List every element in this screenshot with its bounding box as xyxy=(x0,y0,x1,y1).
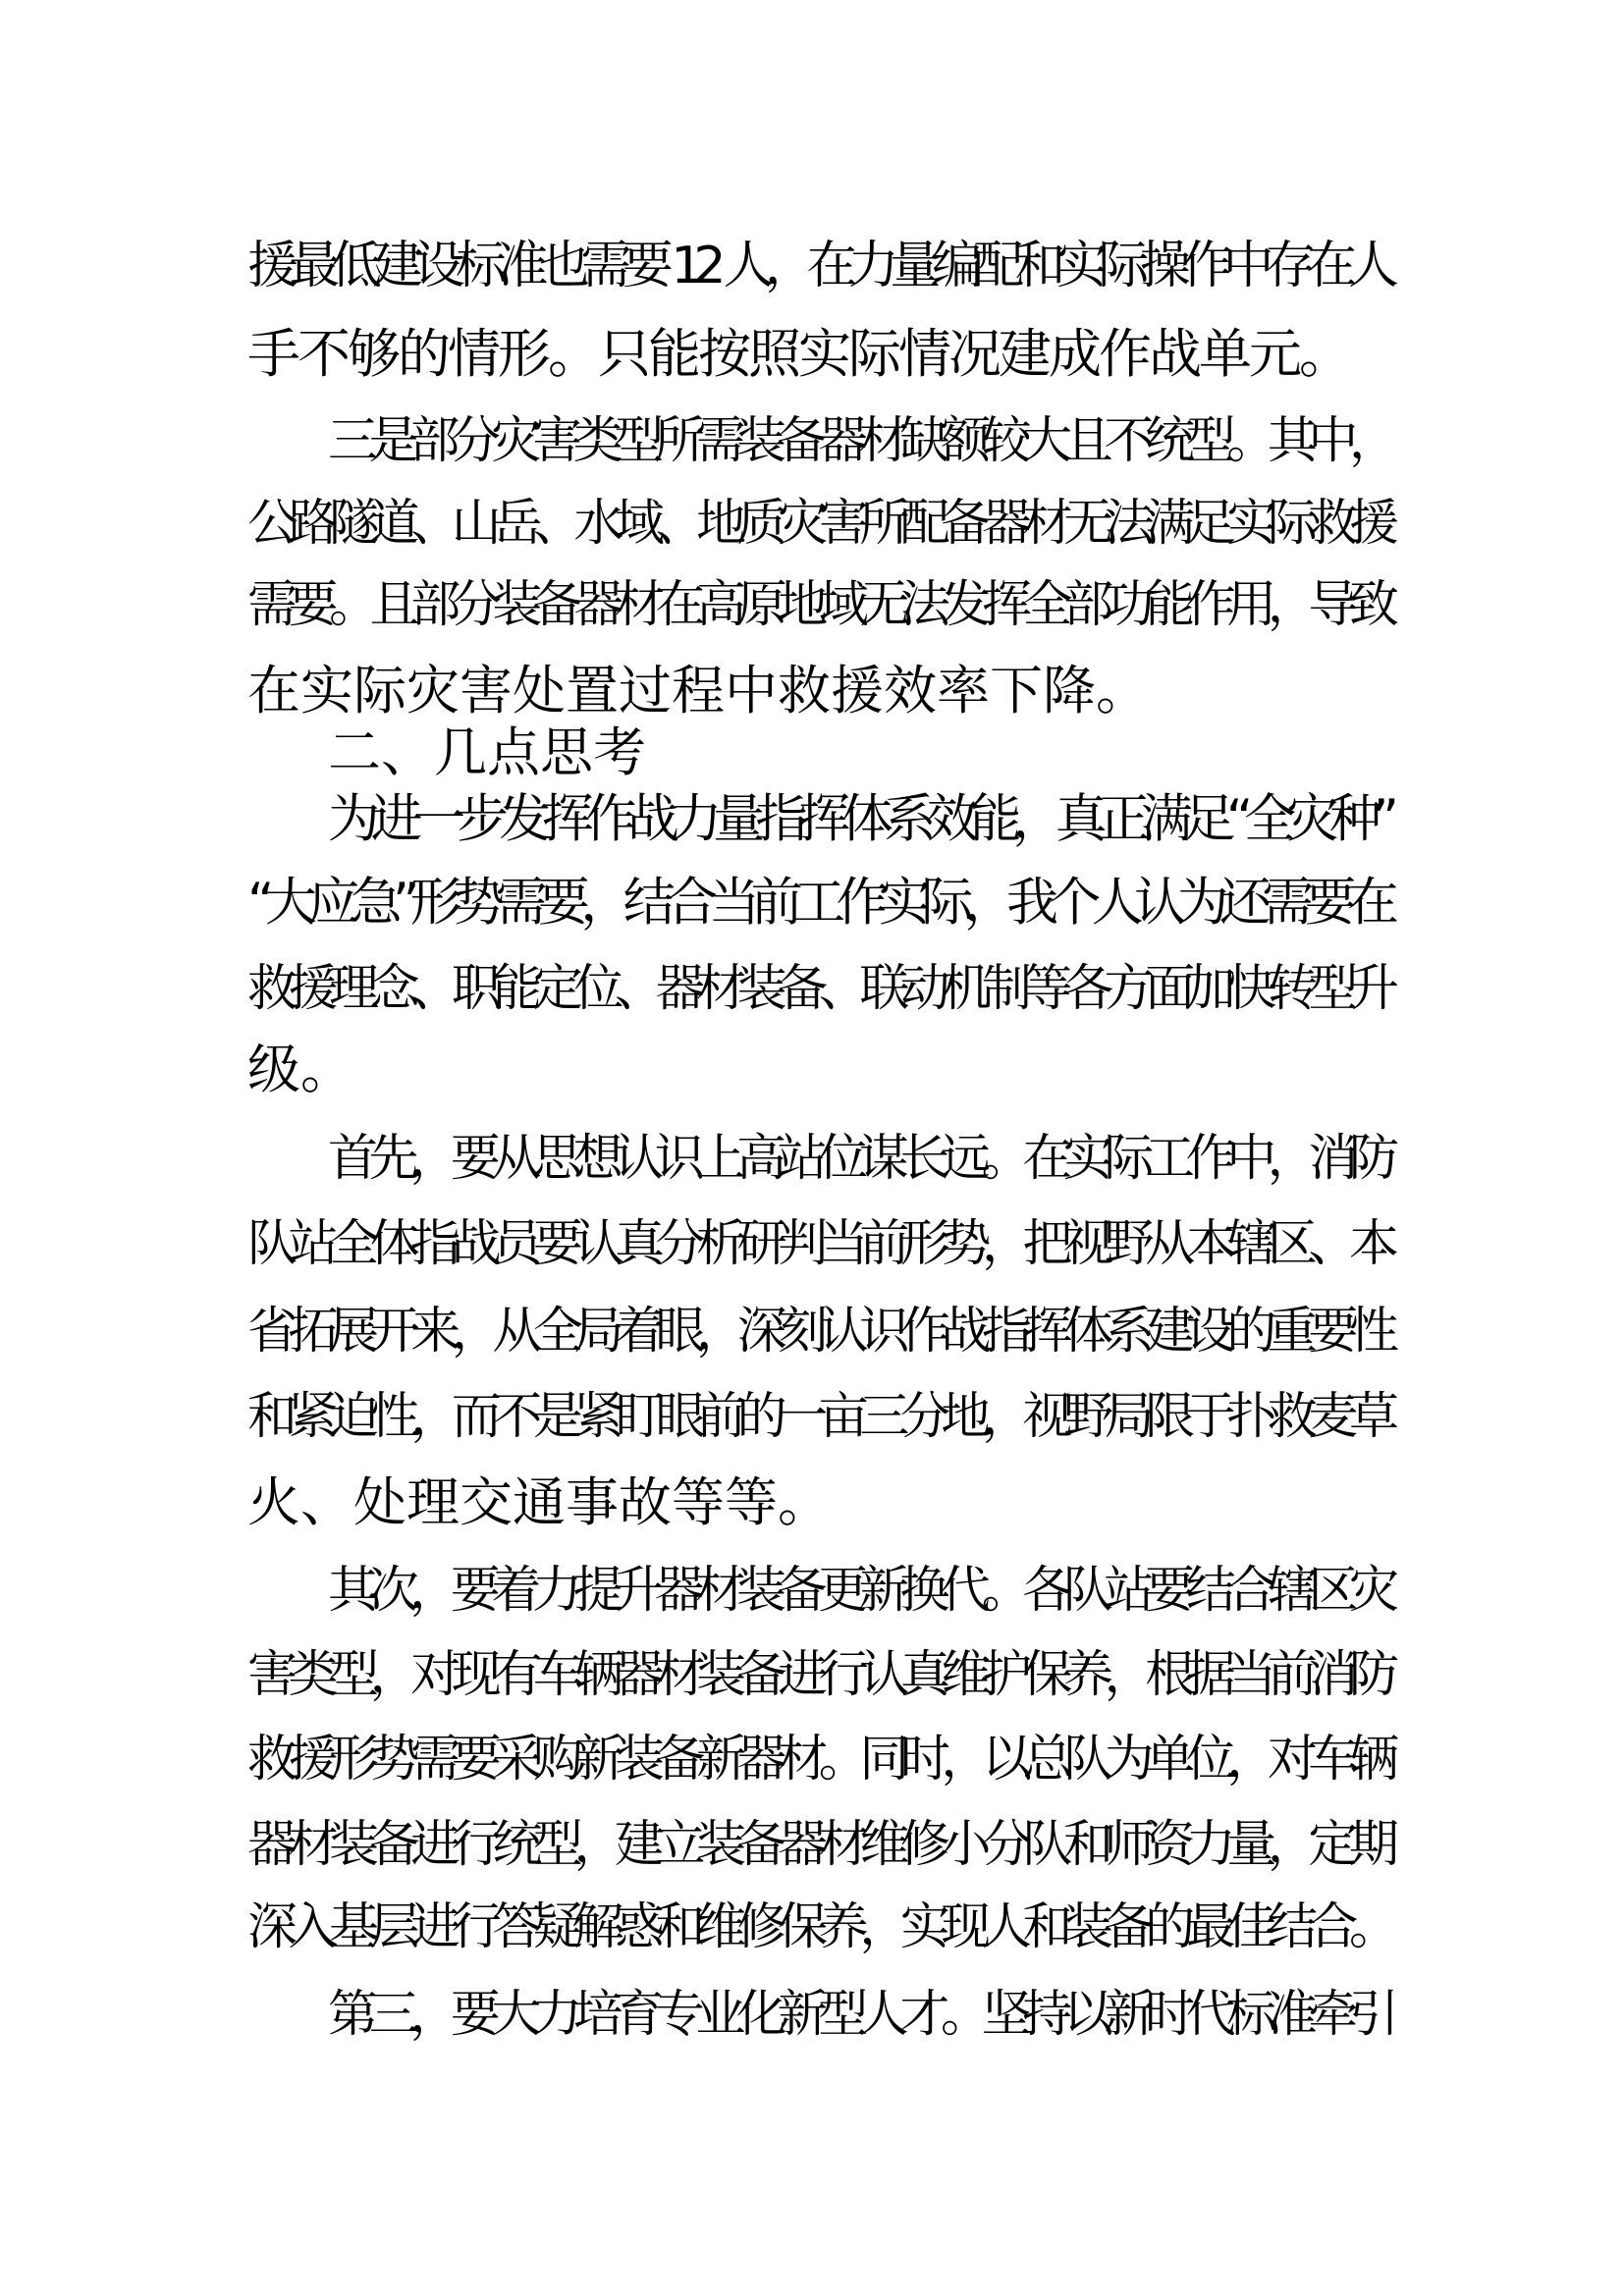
text-line: 省拓展开来，从全局着眼，深刻认识作战指挥体系建设的重要性 xyxy=(247,1303,1389,1361)
text-line: 首先，要从思想认识上高站位谋长远。在实际工作中，消防 xyxy=(328,1130,1389,1188)
text-line: 火、处理交通事故等等。 xyxy=(247,1471,831,1533)
text-line: 队站全体指战员要认真分析研判当前形势，把视野从本辖区、本 xyxy=(247,1215,1389,1273)
text-line: 救援理念、职能定位、器材装备、联动机制等各方面加快转型升 xyxy=(247,960,1389,1018)
text-line: 需要。且部分装备器材在高原地域无法发挥全部功能作用，导致 xyxy=(247,576,1389,634)
text-line: 级。 xyxy=(247,1039,353,1100)
text-line: 救援形势需要采购新装备新器材。同时，以总队为单位，对车辆 xyxy=(247,1731,1389,1789)
text-line: 公路隧道、山岳、水域、地质灾害所配备器材无法满足实际救援 xyxy=(247,495,1389,553)
section-heading: 二、几点思考 xyxy=(328,721,646,783)
text-line: 和紧迫性，而不是紧盯眼前的一亩三分地，视野局限于扑救麦草 xyxy=(247,1388,1389,1446)
text-line: 器材装备进行统型，建立装备器材维修小分队和师资力量，定期 xyxy=(247,1816,1389,1874)
text-line: 手不够的情形。只能按照实际情况建成作战单元。 xyxy=(247,323,1349,385)
text-line: 援最低建设标准也需要 12 人，在力量编配和实际操作中存在人 xyxy=(247,237,1389,295)
text-line: 三是部分灾害类型所需装备器材缺额较大且不统型。其中， xyxy=(328,412,1389,470)
text-line: 为进一步发挥作战力量指挥体系效能，真正满足“全灾种” xyxy=(328,789,1389,849)
text-line: 其次，要着力提升器材装备更新换代。各队站要结合辖区灾 xyxy=(328,1562,1389,1620)
text-line: 第三，要大力培育专业化新型人才。坚持以新时代标准牵引 xyxy=(328,1986,1389,2044)
text-line: 深入基层进行答疑解惑和维修保养，实现人和装备的最佳结合。 xyxy=(247,1898,1389,1956)
text-line: 在实际灾害处置过程中救援效率下降。 xyxy=(247,660,1149,721)
text-line: “大应急”形势需要，结合当前工作实际，我个人认为还需要在 xyxy=(247,873,1389,933)
text-line: 害类型，对现有车辆器材装备进行认真维护保养，根据当前消防 xyxy=(247,1646,1389,1704)
